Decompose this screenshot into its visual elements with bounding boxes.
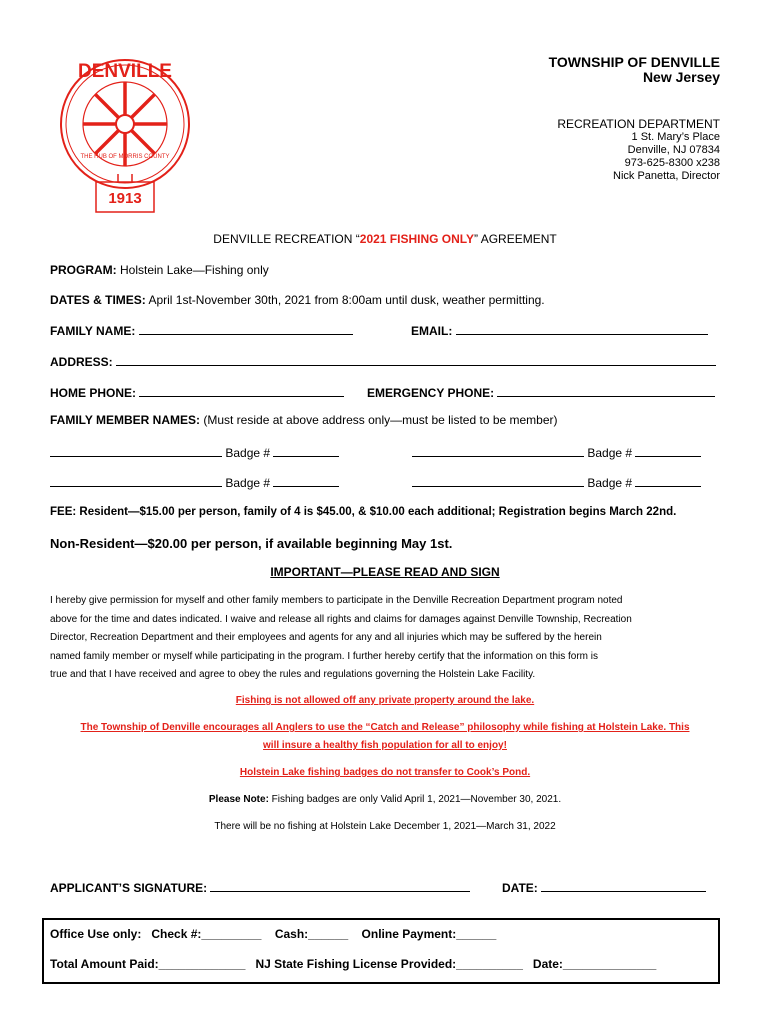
- seal-motto-text: THE HUB OF MORRIS COUNTY: [80, 154, 170, 160]
- catch-release-notice-1: The Township of Denville encourages all Anglers to use the “Catch and Release” philosophy while fishing at Holstein Lake. This: [80, 722, 690, 733]
- member-name-field-1[interactable]: [50, 444, 222, 457]
- please-note-text: Fishing badges are only Valid April 1, 2021—November 30, 2021.: [268, 794, 562, 805]
- seal-year-text: 1913: [108, 190, 142, 207]
- member-line-4: [412, 474, 701, 490]
- member-line-1: [50, 444, 339, 460]
- office-license-field[interactable]: NJ State Fishing License Provided:__________: [255, 957, 523, 971]
- agreement-title: [0, 232, 770, 246]
- address-line-2: Denville, NJ 07834: [627, 144, 720, 156]
- member-name-field-2[interactable]: [412, 444, 584, 457]
- signature-row: [50, 879, 470, 895]
- please-note-label: Please Note:: [208, 794, 269, 805]
- address-line-1: 1 St. Mary’s Place: [631, 131, 720, 143]
- address-label: ADDRESS:: [50, 355, 113, 369]
- office-cash-field[interactable]: Cash:______: [274, 927, 349, 941]
- member-names-label: FAMILY MEMBER NAMES:: [50, 413, 201, 427]
- home-phone-row: [50, 384, 344, 400]
- waiver-line: Director, Recreation Department and their employees and agents for any and all injuries which may be suffered by the herein: [50, 632, 602, 643]
- member-name-field-4[interactable]: [412, 474, 584, 487]
- signature-date-label: DATE:: [502, 881, 538, 895]
- emergency-phone-label: EMERGENCY PHONE:: [367, 386, 495, 400]
- agreement-highlight: 2021 FISHING ONLY: [359, 232, 475, 246]
- badge-field-4[interactable]: [635, 474, 701, 487]
- office-use-label: Office Use only:: [50, 927, 142, 941]
- member-line-2: [412, 444, 701, 460]
- fee-resident: FEE: Resident—$15.00 per person, family of 4 is $45.00, & $10.00 each additional; Registration begins March 22nd.: [50, 506, 677, 518]
- address-row: [50, 353, 716, 369]
- agreement-prefix: DENVILLE RECREATION “: [213, 232, 360, 246]
- office-check-field[interactable]: Check #:_________: [151, 927, 262, 941]
- program-value: Holstein Lake—Fishing only: [116, 263, 269, 277]
- important-heading: IMPORTANT—PLEASE READ AND SIGN: [270, 565, 500, 579]
- dates-row: [50, 293, 545, 307]
- seal-name-text: DENVILLE: [78, 61, 172, 82]
- office-use-row-2: [50, 957, 656, 971]
- dates-label: DATES & TIMES:: [50, 293, 146, 307]
- badge-label-3: Badge #: [225, 476, 271, 490]
- signature-date-field[interactable]: [541, 879, 706, 892]
- catch-release-notice-2: will insure a healthy fish population for all to enjoy!: [263, 740, 507, 751]
- badge-label-2: Badge #: [587, 446, 633, 460]
- please-note-line: [0, 794, 770, 805]
- waiver-line: above for the time and dates indicated. I waive and release all rights and claims for damages against Denville Township, Recreation: [50, 613, 632, 625]
- signature-field[interactable]: [210, 879, 470, 892]
- badge-field-3[interactable]: [273, 474, 339, 487]
- agreement-suffix: ” AGREEMENT: [474, 232, 557, 246]
- family-name-row: [50, 322, 353, 338]
- department-block: [557, 117, 720, 183]
- home-phone-label: HOME PHONE:: [50, 386, 137, 400]
- township-title: TOWNSHIP OF DENVILLE: [548, 54, 720, 70]
- email-label: EMAIL:: [411, 324, 453, 338]
- private-property-notice: Fishing is not allowed off any private property around the lake.: [235, 695, 535, 706]
- address-field[interactable]: [116, 353, 716, 366]
- office-online-payment-field[interactable]: Online Payment:______: [361, 927, 497, 941]
- office-date-field[interactable]: Date:______________: [532, 957, 657, 971]
- department-name: RECREATION DEPARTMENT: [557, 117, 720, 131]
- state-title: New Jersey: [642, 69, 720, 85]
- director-line: Nick Panetta, Director: [613, 170, 720, 182]
- program-row: [50, 263, 269, 277]
- waiver-line: I hereby give permission for myself and other family members to participate in the Denville Recreation Department program noted: [50, 595, 623, 606]
- signature-date-row: [502, 879, 706, 895]
- badge-label-4: Badge #: [587, 476, 633, 490]
- member-line-3: [50, 474, 339, 490]
- emergency-phone-row: [367, 384, 715, 400]
- closed-season-notice: There will be no fishing at Holstein Lake December 1, 2021—March 31, 2022: [214, 821, 556, 832]
- office-total-paid-field[interactable]: Total Amount Paid:_____________: [50, 957, 246, 971]
- email-row: [411, 322, 708, 338]
- program-label: PROGRAM:: [50, 263, 117, 277]
- cooks-pond-notice: Holstein Lake fishing badges do not transfer to Cook’s Pond.: [239, 767, 531, 778]
- dates-value: April 1st-November 30th, 2021 from 8:00am until dusk, weather permitting.: [145, 293, 545, 307]
- badge-field-2[interactable]: [635, 444, 701, 457]
- member-names-row: [50, 413, 558, 427]
- waiver-line: named family member or myself while participating in the program. I further hereby certify that the information on this form is: [50, 650, 599, 662]
- badge-label-1: Badge #: [225, 446, 271, 460]
- member-names-note: (Must reside at above address only—must be listed to be member): [200, 413, 558, 427]
- waiver-paragraph: [50, 592, 730, 685]
- waiver-line: true and that I have received and agree to obey the rules and regulations governing the Holstein Lake Facility.: [50, 669, 536, 680]
- emergency-phone-field[interactable]: [497, 384, 715, 397]
- office-use-row-1: [50, 927, 496, 941]
- fee-nonresident: Non-Resident—$20.00 per person, if available beginning May 1st.: [50, 536, 453, 551]
- denville-seal-logo: [56, 50, 194, 220]
- family-name-field[interactable]: [139, 322, 353, 335]
- family-name-label: FAMILY NAME:: [50, 324, 136, 338]
- email-field[interactable]: [456, 322, 708, 335]
- signature-label: APPLICANT’S SIGNATURE:: [50, 881, 208, 895]
- badge-field-1[interactable]: [273, 444, 339, 457]
- phone-line: 973-625-8300 x238: [624, 157, 720, 169]
- member-name-field-3[interactable]: [50, 474, 222, 487]
- home-phone-field[interactable]: [139, 384, 344, 397]
